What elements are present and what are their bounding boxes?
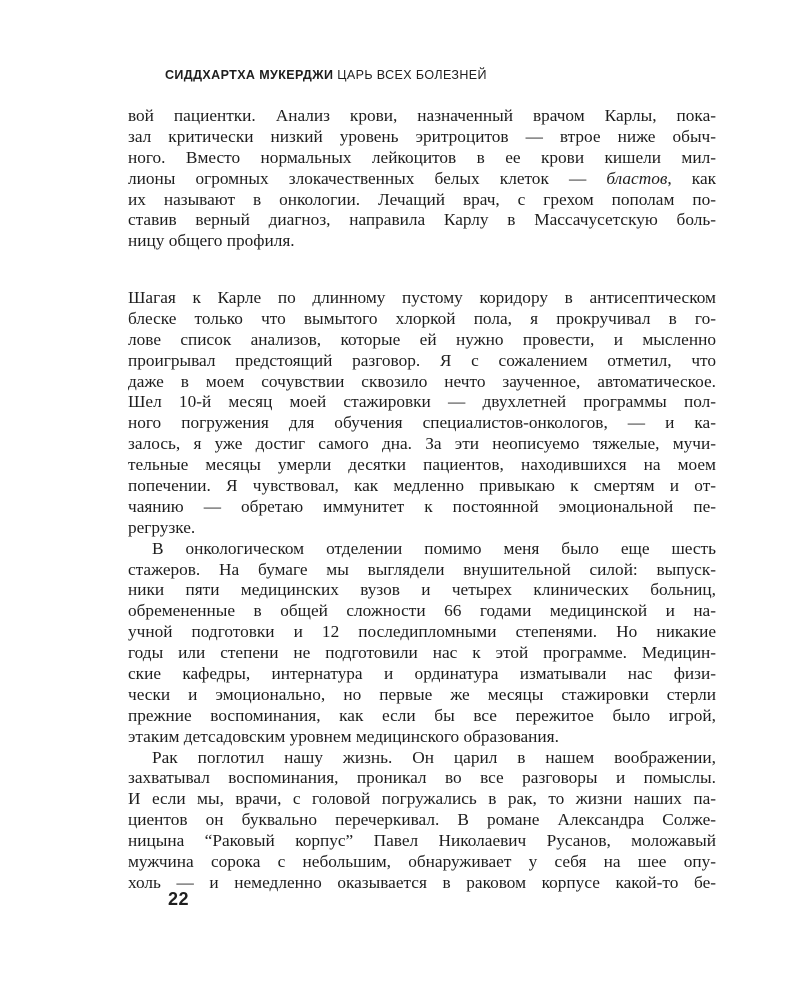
text-line: В онкологическом отделении помимо меня было еще шесть — [152, 538, 716, 558]
text-line: даже в моем сочувствии сквозило нечто заученное, автоматическое. — [128, 371, 716, 391]
text-line: захватывал воспоминания, проникал во все разговоры и помыслы. — [128, 768, 716, 788]
text-line: чаянию — обретаю иммунитет к постоянной эмоциональной пе- — [128, 496, 716, 516]
running-head-author: СИДДХАРТХА МУКЕРДЖИ — [165, 68, 334, 82]
text-line: ного. Вместо нормальных лейкоцитов в ее крови кишели мил- — [128, 147, 716, 167]
text-line: вой пациентки. Анализ крови, назначенный врачом Карлы, пока- — [128, 106, 716, 125]
text-block-continuation — [128, 106, 716, 252]
text-line: залось, я уже достиг самого дна. За эти неописуемо тяжелые, мучи- — [128, 434, 716, 454]
text-line: ного погружения для обучения специалистов-онкологов, — и ка- — [128, 413, 716, 433]
text-line: мужчина сорока с небольшим, обнаруживает у себя на шее опу- — [128, 852, 716, 872]
text-line: ницына “Раковый корпус” Павел Николаевич Русанов, моложавый — [128, 831, 716, 851]
text-line: тельные месяцы умерли десятки пациентов, находившихся на моем — [128, 455, 716, 475]
text-line: этаким детсадовским уровнем медицинского образования. — [128, 726, 559, 746]
text-line — [128, 169, 716, 190]
text-line: блеске только что вымытого хлоркой пола, я прокручивал в го- — [128, 308, 716, 328]
italic-term: бластов — [606, 168, 668, 188]
text-line: попечении. Я чувствовал, как медленно привыкаю к смертям и от- — [128, 476, 716, 496]
text-segment: лионы огромных злокачественных белых клеток — — [128, 168, 587, 188]
text-line: их называют в онкологии. Лечащий врач, с грехом пополам по- — [128, 189, 716, 209]
text-line: проигрывал предстоящий разговор. Я с сожалением отметил, что — [128, 350, 716, 370]
text-line: холь — и немедленно оказывается в раковом корпусе какой-то бе- — [128, 872, 716, 892]
text-segment: , как — [667, 168, 717, 188]
running-head-book-title: ЦАРЬ ВСЕХ БОЛЕЗНЕЙ — [337, 68, 487, 82]
text-block-main — [128, 288, 716, 894]
text-line: ставив верный диагноз, направила Карлу в Массачусетскую боль- — [128, 210, 716, 230]
text-line: регрузке. — [128, 517, 196, 537]
running-head — [165, 68, 725, 82]
text-line: обремененные в общей сложности 66 годами медицинской и на- — [128, 601, 716, 621]
text-line: И если мы, врачи, с головой погружались в рак, то жизни наших па- — [128, 789, 716, 809]
text-line: зал критически низкий уровень эритроцитов — втрое ниже обыч- — [128, 126, 716, 146]
text-line: ские кафедры, интернатура и ординатура изматывали нас физи- — [128, 664, 716, 684]
text-line: годы или степени не подготовили нас к этой программе. Медицин- — [128, 643, 716, 663]
page-number: 22 — [168, 889, 190, 909]
text-line: Шел 10-й месяц моей стажировки — двухлетней программы пол- — [128, 392, 716, 412]
text-line: стажеров. На бумаге мы выглядели внушительной силой: выпуск- — [128, 559, 716, 579]
text-line: Рак поглотил нашу жизнь. Он царил в нашем воображении, — [152, 747, 716, 767]
text-line: циентов он буквально перечеркивал. В романе Александра Солже- — [128, 810, 716, 830]
text-line: учной подготовки и 12 последипломными степенями. Но никакие — [128, 622, 716, 642]
text-line: прежние воспоминания, как если бы все пережитое было игрой, — [128, 705, 716, 725]
text-line: ницу общего профиля. — [128, 231, 295, 251]
text-line: чески и эмоционально, но первые же месяцы стажировки стерли — [128, 684, 716, 704]
text-line: лове список анализов, которые ей нужно провести, и мысленно — [128, 329, 716, 349]
text-line: Шагая к Карле по длинному пустому коридору в антисептическом — [128, 288, 716, 307]
text-line: ники пяти медицинских вузов и четырех клинических больниц, — [128, 580, 716, 600]
